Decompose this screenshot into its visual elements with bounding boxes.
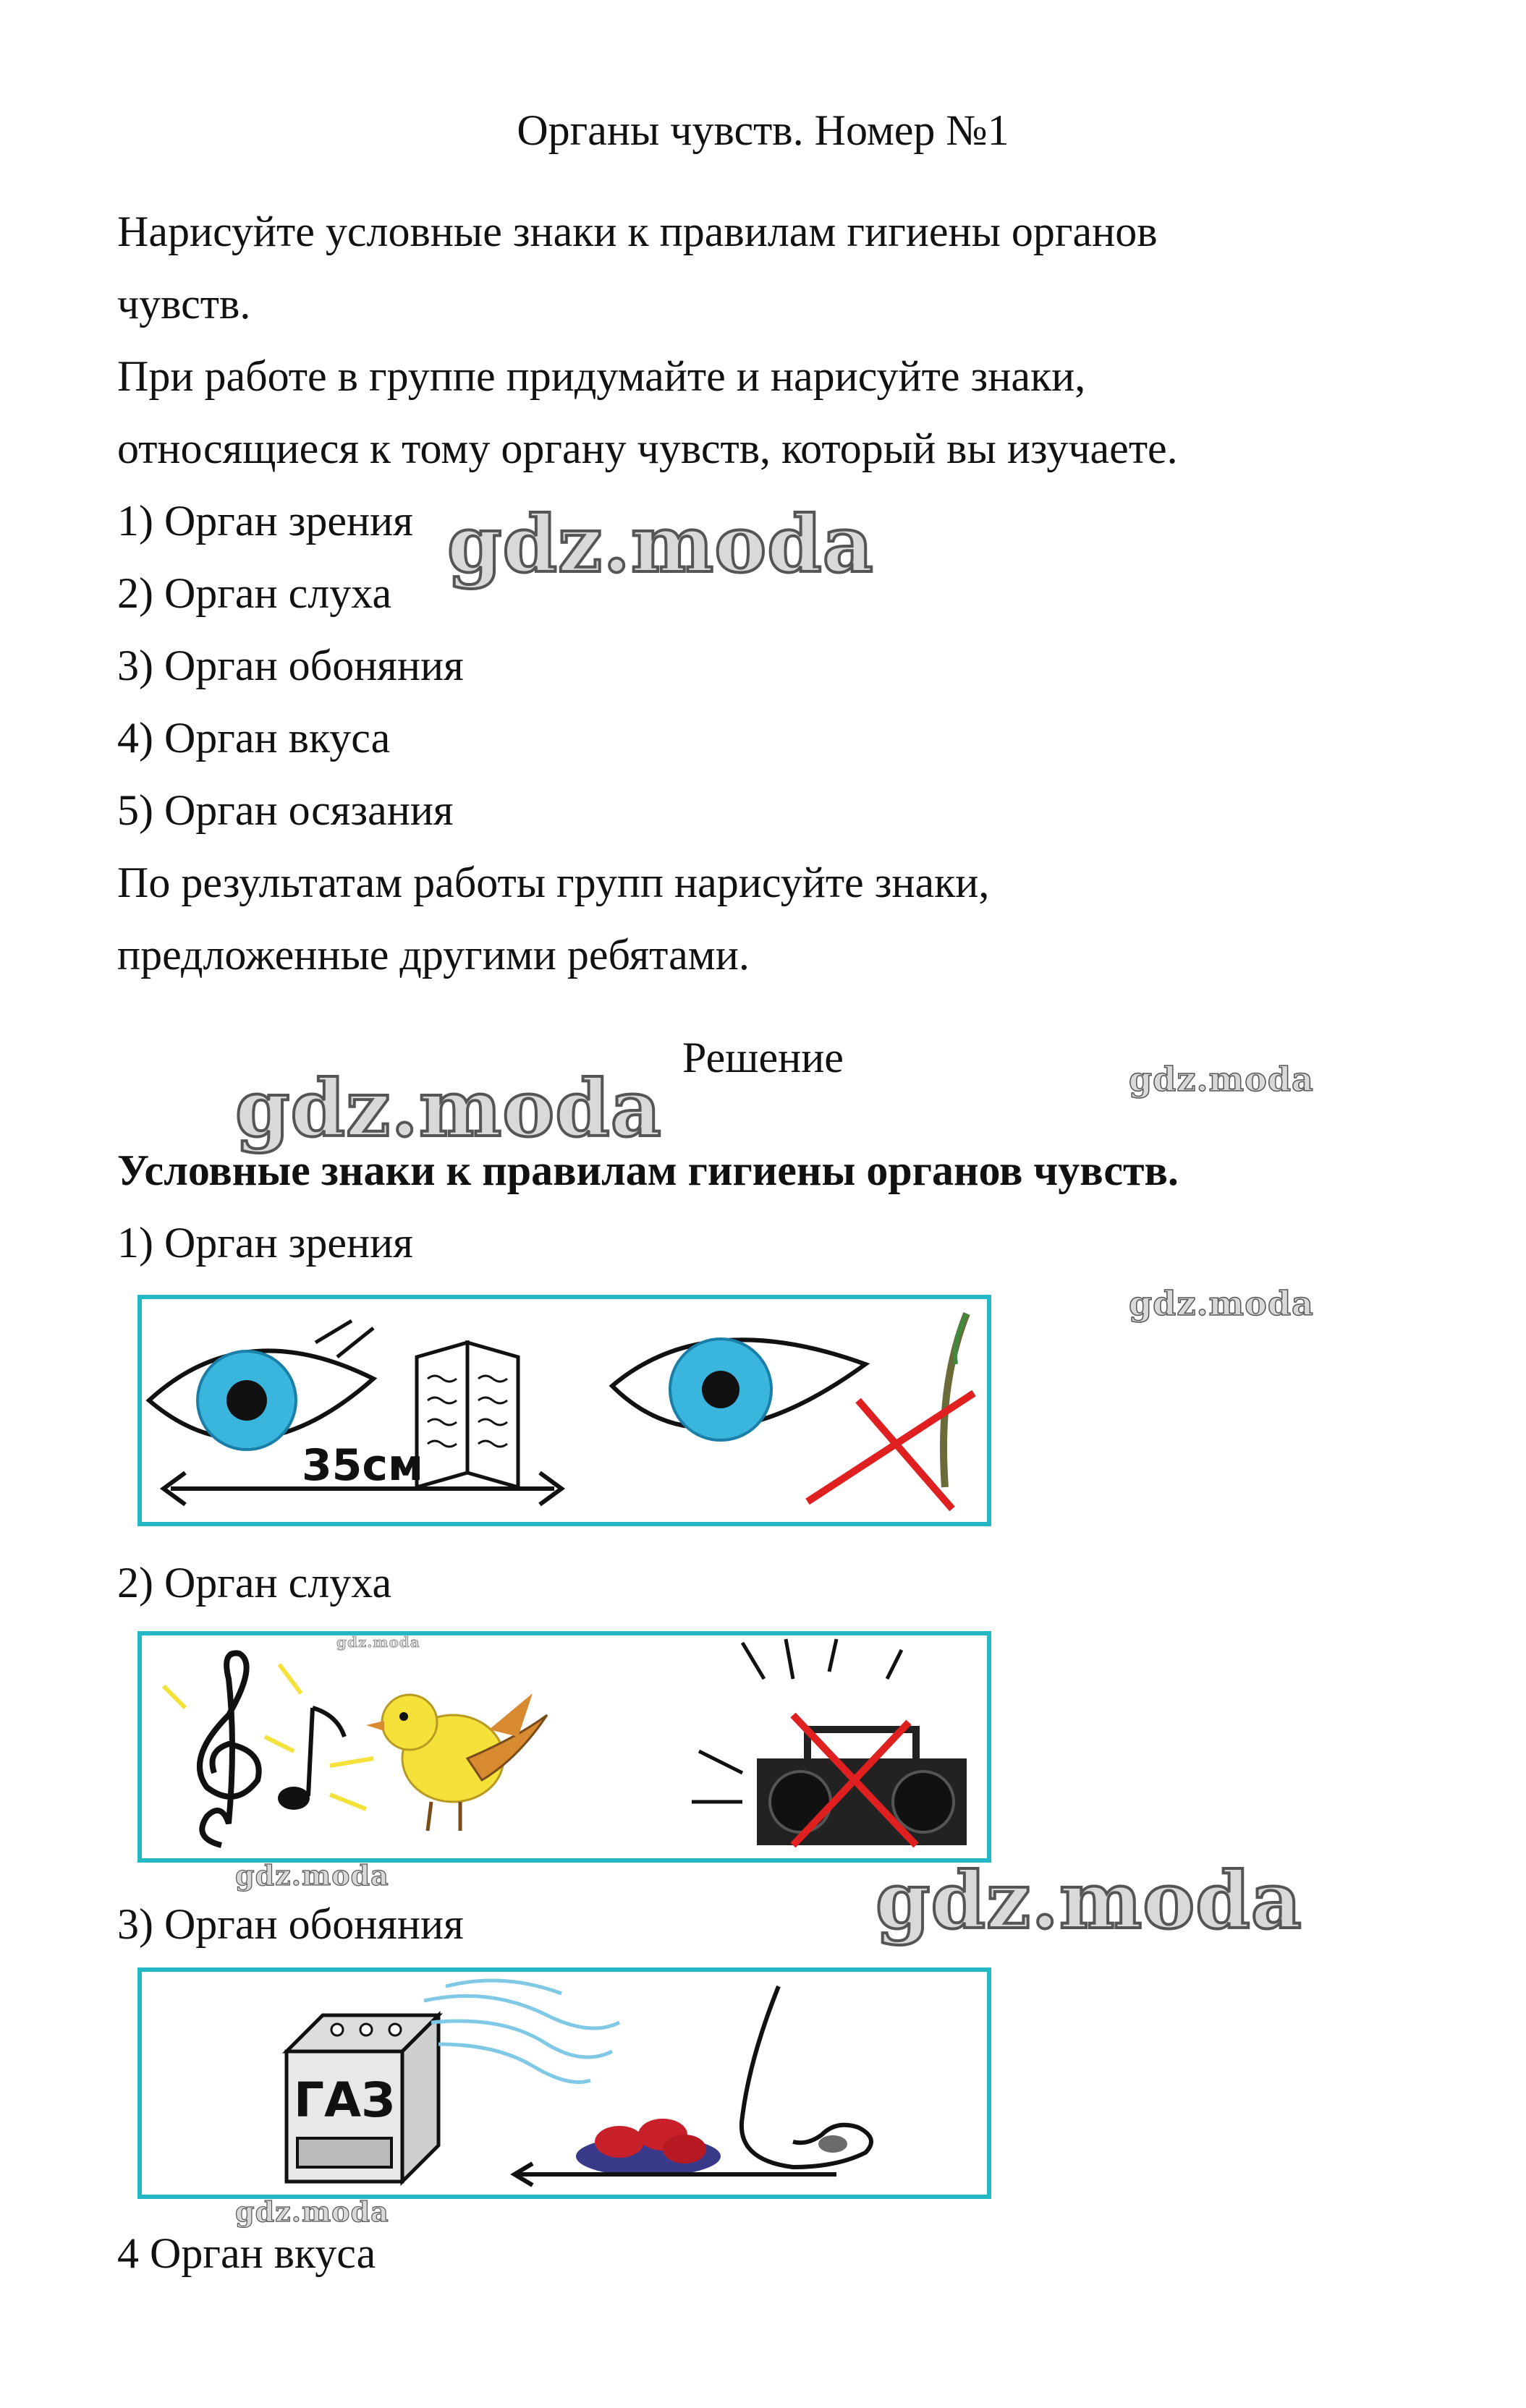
smell-panel — [137, 1967, 991, 2199]
gas-fumes — [424, 1981, 619, 2082]
task-line-4: относящиеся к тому органу чувств, который вы изучаете. — [117, 425, 1178, 472]
plate-icon — [576, 2119, 721, 2177]
stove-label: ГАЗ — [293, 2072, 396, 2128]
watermark: gdz.moda — [876, 1855, 1302, 1947]
watermark: gdz.moda — [447, 499, 874, 590]
solution-heading: Решение — [682, 1034, 844, 1081]
distance-label: 35см — [301, 1440, 424, 1491]
task-item-hearing: 2) Орган слуха — [117, 569, 392, 617]
task-line-3: При работе в группе придумайте и нарисуйте знаки, — [117, 352, 1086, 400]
watermark: gdz.moda — [336, 1633, 420, 1651]
solution-item-taste: 4 Орган вкуса — [117, 2229, 376, 2277]
task-item-touch: 5) Орган осязания — [117, 786, 454, 834]
eye-icon — [612, 1339, 865, 1440]
solution-item-hearing: 2) Орган слуха — [117, 1559, 392, 1607]
sight-panel — [137, 1295, 991, 1526]
treble-clef-icon — [200, 1653, 259, 1845]
solution-item-sight: 1) Орган зрения — [117, 1219, 413, 1267]
eye-icon — [149, 1321, 373, 1450]
cross-icon — [807, 1393, 974, 1509]
watermark: gdz.moda — [1129, 1284, 1314, 1323]
task-line-2: чувств. — [117, 280, 251, 328]
task-line-1: Нарисуйте условные знаки к правилам гигиены органов — [117, 208, 1158, 255]
task-item-sight: 1) Орган зрения — [117, 497, 413, 545]
watermark: gdz.moda — [1129, 1060, 1314, 1099]
watermark: gdz.moda — [235, 1063, 662, 1154]
task-item-taste: 4) Орган вкуса — [117, 714, 391, 762]
nose-icon — [742, 1986, 871, 2167]
task-item-smell: 3) Орган обоняния — [117, 642, 464, 689]
watermark: gdz.moda — [235, 1859, 389, 1892]
page-title: Органы чувств. Номер №1 — [517, 106, 1009, 154]
book-icon — [417, 1343, 518, 1487]
task-line-10: По результатам работы групп нарисуйте знаки, — [117, 859, 990, 906]
sound-rays — [164, 1664, 373, 1809]
solution-item-smell: 3) Орган обоняния — [117, 1900, 464, 1948]
solution-subheading: Условные знаки к правилам гигиены органов чувств. — [117, 1146, 1179, 1194]
hearing-panel — [137, 1631, 991, 1863]
bird-icon — [366, 1693, 547, 1831]
task-line-11: предложенные другими ребятами. — [117, 931, 750, 979]
watermark: gdz.moda — [235, 2195, 389, 2228]
